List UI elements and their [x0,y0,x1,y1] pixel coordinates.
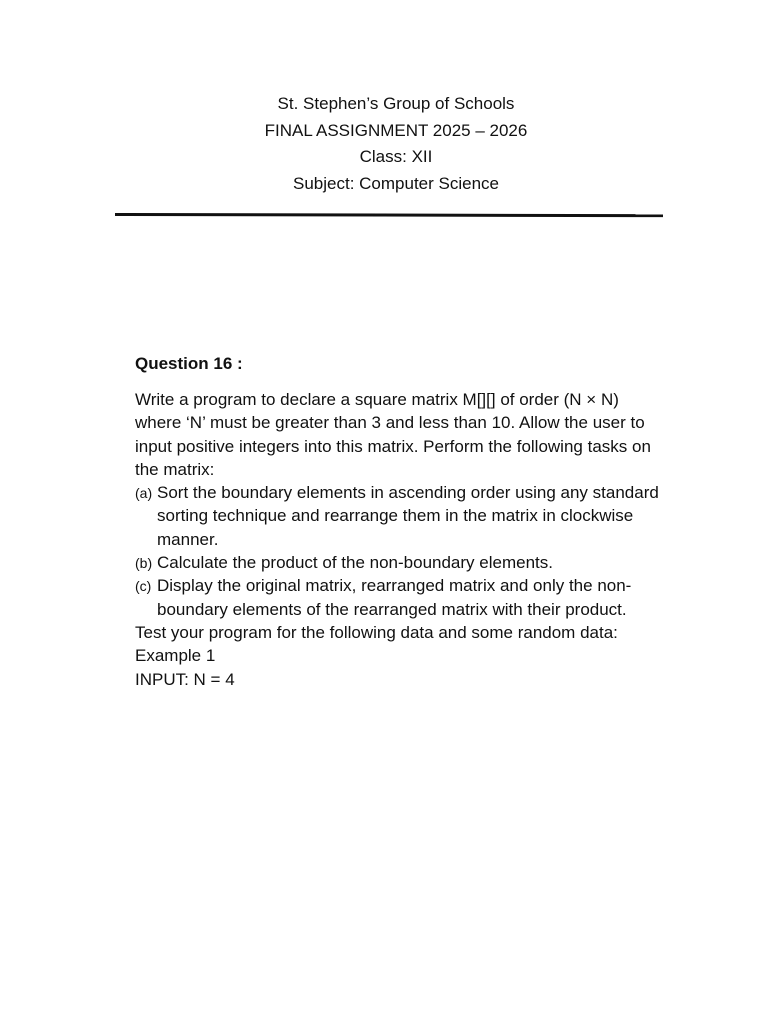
header-divider [115,213,663,217]
task-text-line: Display the original matrix, rearranged matrix and only the non- [157,576,632,596]
task-marker: (c) [135,578,152,595]
question-intro-line: where ‘N’ must be greater than 3 and less than 10. Allow the user to [135,413,645,433]
task-c [135,574,695,621]
question-title: Question 16 : [135,354,243,373]
school-name: St. Stephen’s Group of Schools [277,94,515,113]
task-a [135,481,695,551]
question-block [135,352,695,691]
class-label: Class: XII [359,147,433,166]
document-header [0,91,768,197]
question-intro-line: Write a program to declare a square matrix M[][] of order (N × N) [135,390,619,409]
input-line: INPUT: N = 4 [135,669,235,689]
task-text-line: manner. [157,529,219,549]
question-intro-line: input positive integers into this matrix. Perform the following tasks on [135,436,651,456]
question-intro-line: the matrix: [135,459,215,479]
task-text-line: Calculate the product of the non-boundary elements. [157,553,553,573]
task-text-line: sorting technique and rearrange them in the matrix in clockwise [157,506,634,526]
test-instruction: Test your program for the following data and some random data: [135,622,618,642]
task-marker: (a) [135,485,153,502]
task-b [135,551,695,574]
example-label: Example 1 [135,646,216,666]
task-text-line: Sort the boundary elements in ascending order using any standard [157,483,659,503]
assignment-title: FINAL ASSIGNMENT 2025 – 2026 [264,120,528,140]
subject-label: Subject: Computer Science [293,173,499,193]
task-text-line: boundary elements of the rearranged matrix with their product. [157,599,627,619]
task-marker: (b) [135,555,153,572]
